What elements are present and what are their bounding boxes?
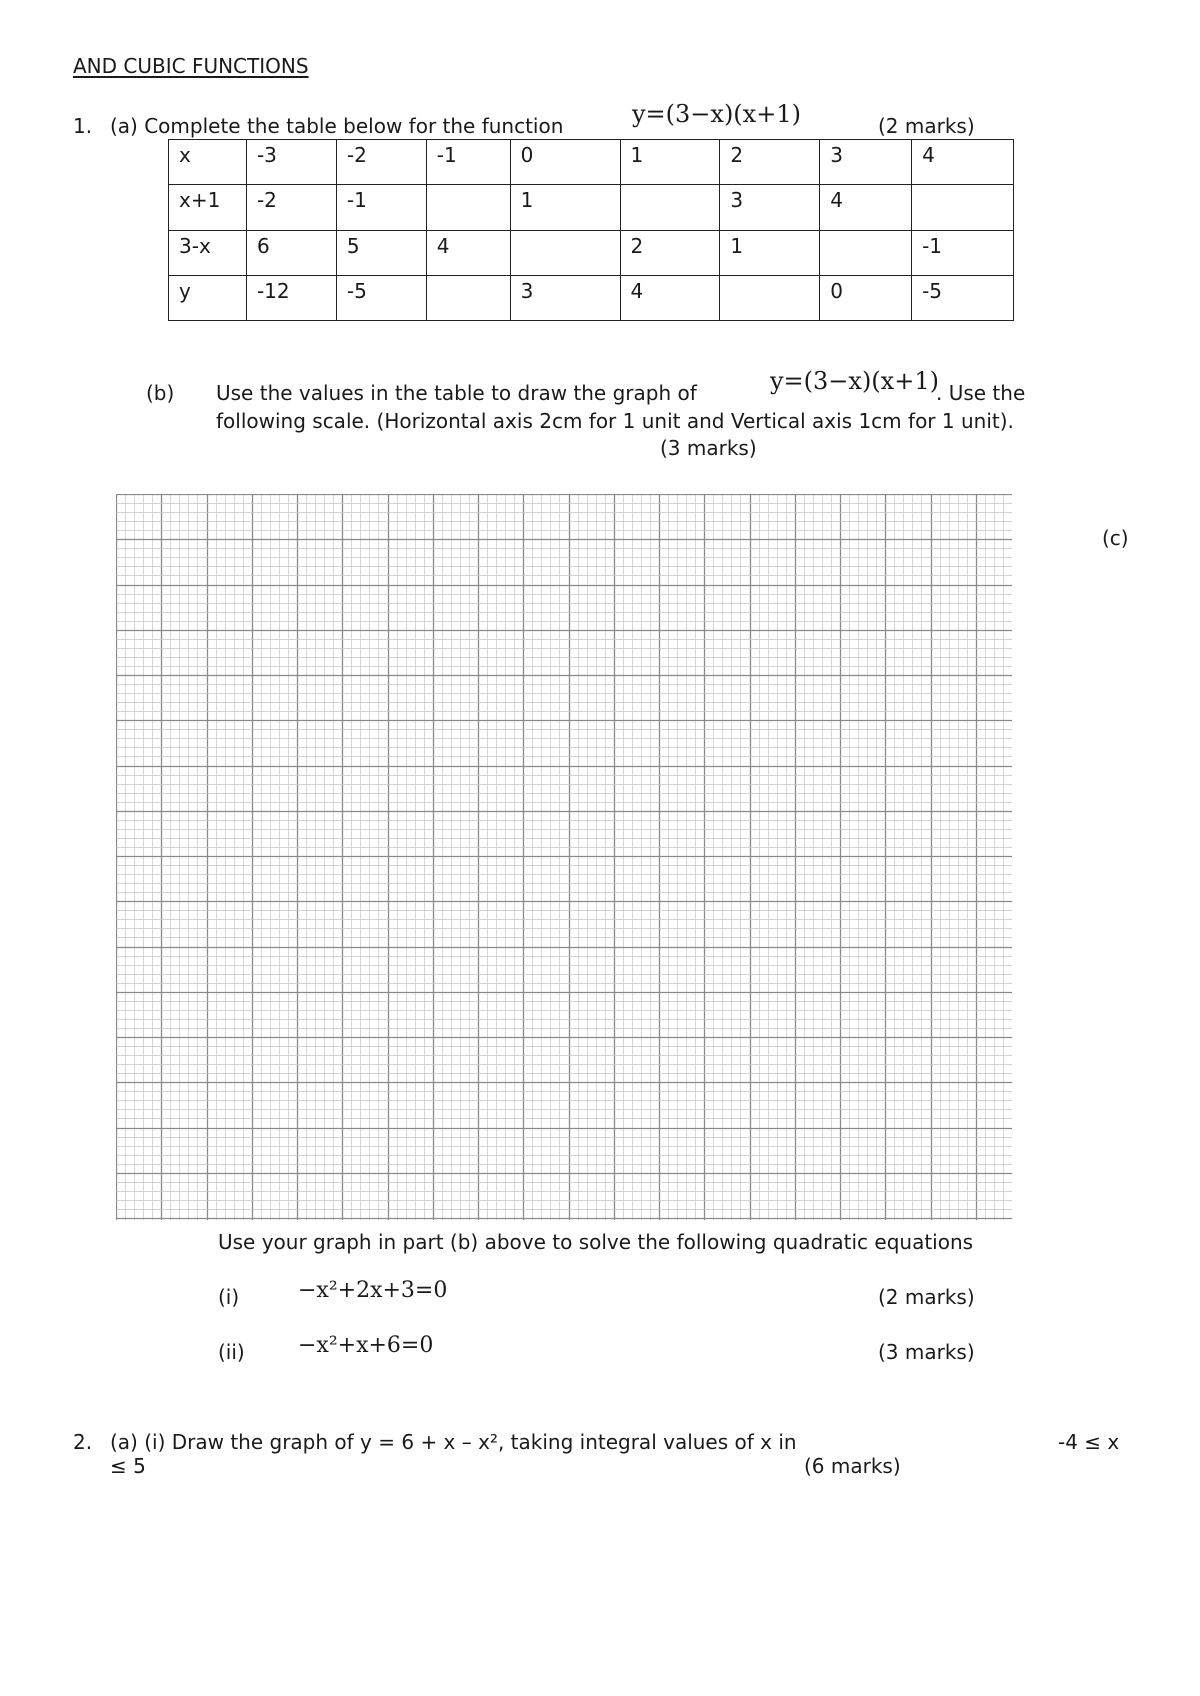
table-cell: 2 xyxy=(620,230,720,275)
q1c-item-i-label: (i) xyxy=(218,1285,240,1309)
table-row xyxy=(169,185,1014,230)
table-cell: 4 xyxy=(820,185,912,230)
table-cell: 5 xyxy=(336,230,426,275)
table-cell: 4 xyxy=(912,140,1014,185)
table-cell: -1 xyxy=(426,140,510,185)
q1b-label: (b) xyxy=(146,381,175,405)
q1-number: 1. xyxy=(73,114,93,138)
table-cell[interactable] xyxy=(620,185,720,230)
table-row xyxy=(169,230,1014,275)
table-row-header: y xyxy=(169,275,247,320)
table-cell[interactable] xyxy=(720,275,820,320)
q1c-item-ii-label: (ii) xyxy=(218,1340,245,1364)
table-cell: 4 xyxy=(620,275,720,320)
table-row xyxy=(169,140,1014,185)
table-cell: 3 xyxy=(820,140,912,185)
q2-text: (a) (i) Draw the graph of y = 6 + x – x², taking integral values of x in xyxy=(110,1430,797,1454)
table-cell: -1 xyxy=(336,185,426,230)
q1c-item-ii-marks: (3 marks) xyxy=(878,1340,975,1364)
table-cell: 1 xyxy=(510,185,620,230)
q1b-text-after: . Use the xyxy=(936,381,1026,405)
q2-range-right: -4 ≤ x xyxy=(1058,1430,1120,1454)
table-cell: -12 xyxy=(246,275,336,320)
graph-paper[interactable] xyxy=(116,494,1012,1220)
q1c-label: (c) xyxy=(1102,526,1129,550)
q1b-text: Use the values in the table to draw the graph of xyxy=(216,381,697,405)
table-row-header: x xyxy=(169,140,247,185)
table-cell[interactable] xyxy=(510,230,620,275)
table-row-header: 3-x xyxy=(169,230,247,275)
table-cell: -2 xyxy=(246,185,336,230)
table-cell: -3 xyxy=(246,140,336,185)
q1a-equation: y=(3−x)(x+1) xyxy=(632,100,801,128)
q1b-marks: (3 marks) xyxy=(660,436,757,460)
table-cell[interactable] xyxy=(426,275,510,320)
q1b-scale-text: following scale. (Horizontal axis 2cm for 1 unit and Vertical axis 1cm for 1 unit). xyxy=(216,409,1014,433)
table-cell: -2 xyxy=(336,140,426,185)
table-cell: 3 xyxy=(510,275,620,320)
table-cell: -5 xyxy=(912,275,1014,320)
page-title: AND CUBIC FUNCTIONS xyxy=(73,54,309,78)
q1a-text: (a) Complete the table below for the function xyxy=(110,114,564,138)
table-cell: -5 xyxy=(336,275,426,320)
table-cell: 6 xyxy=(246,230,336,275)
q1c-item-i-marks: (2 marks) xyxy=(878,1285,975,1309)
table-cell: 4 xyxy=(426,230,510,275)
table-cell: 1 xyxy=(620,140,720,185)
values-table xyxy=(168,139,1014,321)
table-cell[interactable] xyxy=(912,185,1014,230)
table-cell: 1 xyxy=(720,230,820,275)
table-cell: 2 xyxy=(720,140,820,185)
table-row-header: x+1 xyxy=(169,185,247,230)
q2-marks: (6 marks) xyxy=(804,1454,901,1478)
table-cell: 0 xyxy=(510,140,620,185)
table-cell[interactable] xyxy=(426,185,510,230)
table-cell: -1 xyxy=(912,230,1014,275)
q2-range-continued: ≤ 5 xyxy=(110,1454,146,1478)
q1a-marks: (2 marks) xyxy=(878,114,975,138)
q1c-item-ii-equation: −x²+x+6=0 xyxy=(298,1333,434,1358)
q2-number: 2. xyxy=(73,1430,93,1454)
table-cell: 3 xyxy=(720,185,820,230)
q1c-instruction: Use your graph in part (b) above to solve the following quadratic equations xyxy=(218,1230,974,1254)
table-cell: 0 xyxy=(820,275,912,320)
table-cell[interactable] xyxy=(820,230,912,275)
q1b-equation: y=(3−x)(x+1) xyxy=(770,367,939,395)
table-row xyxy=(169,275,1014,320)
q1c-item-i-equation: −x²+2x+3=0 xyxy=(298,1278,448,1303)
